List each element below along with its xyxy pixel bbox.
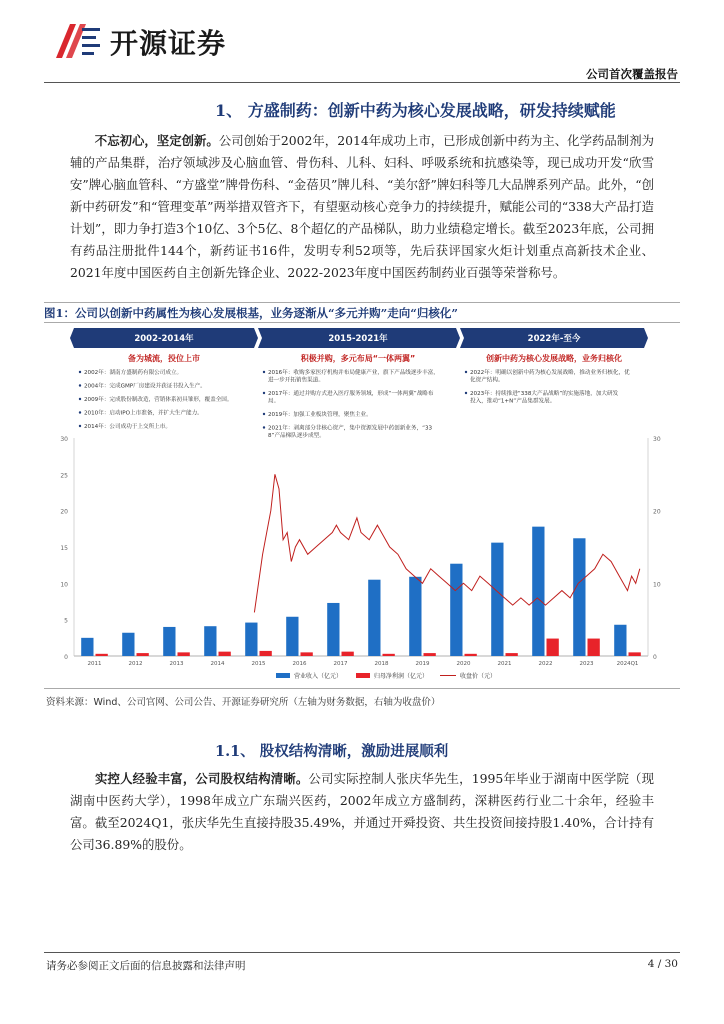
- event-text: [84, 368, 182, 376]
- figure-title-rule: [44, 322, 680, 323]
- phase-1-title: 2002-2014年: [134, 334, 194, 344]
- chart-axes: [60, 436, 660, 667]
- section-1-1-heading: 1.1、 股权结构清晰，激励进展顺利: [215, 743, 449, 760]
- company-timeline-chart: [44, 326, 680, 688]
- phase-banner-1: [70, 328, 258, 364]
- section-1-lead: 不忘初心，坚定创新。: [94, 133, 219, 148]
- x-axis-tick-label: 2019: [415, 661, 430, 667]
- revenue-bar: [491, 543, 503, 656]
- event-text: [470, 368, 630, 384]
- x-axis-tick-label: 2020: [456, 661, 471, 667]
- right-axis-tick-label: 10: [653, 581, 661, 589]
- event-bullet-icon: [263, 426, 265, 428]
- legend-price-label: 收盘价（元）: [460, 673, 497, 680]
- revenue-bar: [450, 564, 462, 656]
- event-text-line: 2019年：加强工业板块管理，聚焦主业。: [268, 412, 372, 418]
- x-axis-tick-label: 2024Q1: [616, 661, 639, 667]
- event-text-line: 2017年：通过并购方式进入医疗服务领域，形成“一体两翼”战略布: [268, 391, 434, 397]
- net-profit-bar: [465, 654, 477, 656]
- revenue-bar: [573, 538, 585, 656]
- event-text-line: 投入，推动“1+N”产品集群发展。: [470, 398, 556, 405]
- event-text-line: 8”产品梯队逐步成型。: [268, 433, 325, 439]
- x-axis-tick-label: 2014: [210, 661, 225, 667]
- revenue-bar: [163, 627, 175, 656]
- net-profit-bar: [588, 639, 600, 656]
- phase-banner-2: [258, 328, 460, 364]
- phase-2-title: 2015-2021年: [328, 334, 388, 344]
- right-axis-tick-label: 30: [653, 436, 661, 443]
- phase-3-title: 2022年-至今: [527, 334, 581, 344]
- section-1-1-lead: 实控人经验丰富，公司股权结构清晰。: [94, 771, 309, 786]
- figure-top-rule: [44, 302, 680, 303]
- event-text-line: 2014年：公司成功于上交所上市。: [84, 424, 171, 430]
- event-text: [84, 422, 171, 430]
- event-text: [268, 424, 433, 440]
- chart-legend: [276, 672, 496, 680]
- right-axis-tick-label: 0: [653, 654, 657, 661]
- left-axis-tick-label: 25: [60, 472, 68, 480]
- event-text-line: 2016年：收购多家医疗机构并布局健康产业，旗下产品线逐步丰富，: [268, 370, 439, 376]
- section-1-body: 公司创始于2002年，2014年成功上市，已形成创新中药为主、化学药品制剂为辅的产品集群，治疗领域涉及心脑血管、骨伤科、儿科、妇科、呼吸系统和抗感染等，现已成功开发“欣雪安”牌心脑血管科、“方盛堂”牌骨伤科、“金蓓贝”牌儿科、“美尔舒”牌妇科等几大品牌系列产品。此外，“创新中药研发”和“管理变革”两举措双管齐下，有望驱动核心竞争力的持续提升，赋能公司的“338大产品打造计划”，即力争打造3个10亿、3个5亿、8个超亿的产品梯队，助力业绩稳定增长。截至2023年底，公司拥有药品注册批件144个，新药证书16件，发明专利52项等，先后获评国家火炬计划重点高新技术企业、2021年度中国医药自主创新先锋企业、2022-2023年度中国医药制药业百强等荣誉称号。: [70, 133, 654, 280]
- net-profit-bar: [301, 652, 313, 656]
- net-profit-bar: [260, 651, 272, 656]
- page-number: 4 / 30: [647, 958, 678, 970]
- x-axis-tick-label: 2017: [333, 661, 348, 667]
- net-profit-bar: [219, 652, 231, 656]
- event-bullet-icon: [79, 384, 81, 386]
- event-bullet-icon: [79, 398, 81, 400]
- event-text-line: 2022年：明确以创新中药为核心发展战略，推动业务归核化，优: [470, 370, 630, 376]
- net-profit-bar: [178, 652, 190, 656]
- revenue-bar: [614, 625, 626, 656]
- event-text-line: 2023年：持续推进“338大产品战略”的实施落地，加大研发: [470, 391, 619, 397]
- header-divider: [44, 82, 680, 83]
- revenue-bar: [204, 626, 216, 656]
- net-profit-bar: [342, 652, 354, 656]
- event-text-line: 2021年：剥离部分非核心资产，集中资源发展中药创新业务，“33: [268, 425, 433, 432]
- footer-disclaimer: 请务必参阅正文后面的信息披露和法律声明: [46, 960, 246, 972]
- x-axis-tick-label: 2012: [128, 661, 143, 667]
- figure-title: 图1：公司以创新中药属性为核心发展根基，业务逐渐从“多元并购”走向“归核化”: [44, 306, 458, 320]
- left-axis-tick-label: 20: [60, 508, 68, 516]
- revenue-bar: [245, 623, 257, 656]
- event-text-line: 2002年：湖南方盛制药有限公司成立。: [84, 370, 183, 376]
- legend-revenue-label: 营业收入（亿元）: [294, 673, 343, 680]
- revenue-bar: [81, 638, 93, 656]
- phase-2-subtitle: 积极并购，多元布局“一体两翼”: [300, 354, 416, 363]
- net-profit-bar: [383, 654, 395, 656]
- net-profit-bar: [547, 639, 559, 656]
- section-1-1-paragraph: [70, 768, 654, 856]
- event-text: [84, 382, 206, 390]
- chart-bars: [81, 527, 641, 656]
- net-profit-bar: [506, 653, 518, 656]
- timeline-events: [79, 368, 630, 439]
- event-text-line: 2009年：完成股份制改造，营销体系初具雏形，覆盖全国。: [84, 397, 233, 403]
- left-axis-tick-label: 0: [64, 654, 68, 661]
- revenue-bar: [532, 527, 544, 656]
- net-profit-bar: [629, 652, 641, 656]
- event-bullet-icon: [79, 425, 81, 427]
- event-text-line: 2004年：完成GMP厂房建设并获证书投入生产。: [84, 383, 206, 390]
- report-type: 公司首次覆盖报告: [586, 67, 678, 81]
- phase-banner-3: [460, 328, 648, 364]
- event-bullet-icon: [465, 371, 467, 373]
- event-bullet-icon: [79, 371, 81, 373]
- x-axis-tick-label: 2015: [251, 661, 266, 667]
- revenue-bar: [409, 577, 421, 656]
- revenue-bar: [122, 633, 134, 656]
- section-1-paragraph: [70, 130, 654, 284]
- left-axis-tick-label: 15: [60, 545, 68, 552]
- left-axis-tick-label: 5: [64, 617, 68, 625]
- event-bullet-icon: [263, 392, 265, 394]
- phase-1-subtitle: 备为城流，投位上市: [128, 354, 200, 363]
- revenue-bar: [286, 617, 298, 656]
- legend-net-profit-swatch: [356, 673, 370, 678]
- left-axis-tick-label: 10: [60, 581, 68, 589]
- revenue-bar: [327, 603, 339, 656]
- section-1-1-body: 公司实际控制人张庆华先生，1995年毕业于湖南中医学院（现湖南中医药大学），1998年成立广东瑞兴医药，2002年成立方盛制药，深耕医药行业二十余年，经验丰富。截至2024Q1，张庆华先生直接持股35.49%，并通过开舜投资、共生投资间接持股1.40%，合计持有公司36.89%的股份。: [70, 771, 654, 852]
- x-axis-tick-label: 2013: [169, 661, 184, 667]
- event-text: [84, 395, 233, 403]
- event-text-line: 化资产结构。: [470, 377, 504, 384]
- event-text-line: 2010年：启动IPO上市准备，并扩大生产能力。: [84, 410, 203, 417]
- net-profit-bar: [137, 653, 149, 656]
- brand-logo-icon: [52, 18, 106, 62]
- left-axis-tick-label: 30: [60, 436, 68, 443]
- x-axis-tick-label: 2011: [87, 661, 102, 667]
- x-axis-tick-label: 2016: [292, 661, 307, 667]
- legend-net-profit-label: 归母净利润（亿元）: [374, 673, 429, 680]
- event-text: [470, 389, 619, 405]
- event-text: [268, 389, 434, 405]
- x-axis-tick-label: 2023: [579, 661, 594, 667]
- event-bullet-icon: [79, 411, 81, 413]
- event-bullet-icon: [263, 413, 265, 415]
- revenue-bar: [368, 580, 380, 656]
- event-text: [268, 368, 439, 384]
- net-profit-bar: [424, 653, 436, 656]
- event-bullet-icon: [465, 392, 467, 394]
- section-1-heading: 1、 方盛制药：创新中药为核心发展战略，研发持续赋能: [215, 101, 616, 120]
- event-text: [268, 410, 372, 418]
- x-axis-tick-label: 2018: [374, 661, 389, 667]
- event-bullet-icon: [263, 371, 265, 373]
- x-axis-tick-label: 2021: [497, 661, 512, 667]
- legend-revenue-swatch: [276, 673, 290, 678]
- net-profit-bar: [96, 654, 108, 656]
- figure-bottom-rule: [44, 688, 680, 689]
- figure-source: 资料来源：Wind、公司官网、公司公告、开源证券研究所（左轴为财务数据，右轴为收盘价）: [46, 697, 441, 708]
- event-text-line: 进一步开拓销售渠道。: [268, 377, 324, 384]
- right-axis-tick-label: 20: [653, 508, 661, 516]
- footer-divider: [44, 952, 680, 953]
- phase-3-subtitle: 创新中药为核心发展战略，业务归核化: [486, 354, 622, 363]
- x-axis-tick-label: 2022: [538, 661, 553, 667]
- brand-name: 开源证券: [110, 27, 227, 60]
- event-text: [84, 409, 203, 417]
- event-text-line: 局。: [268, 398, 280, 405]
